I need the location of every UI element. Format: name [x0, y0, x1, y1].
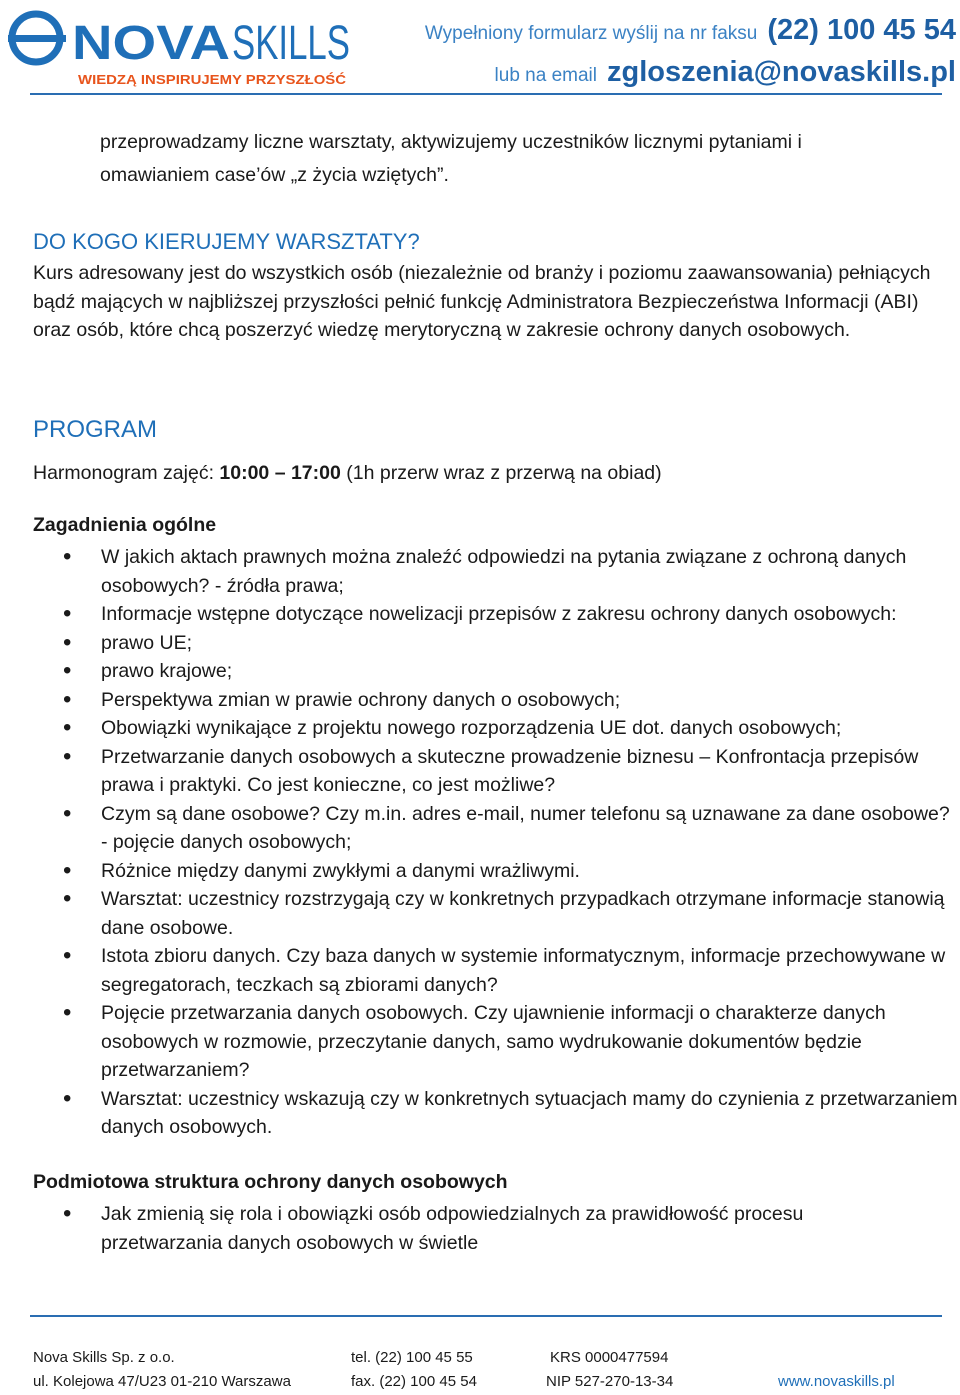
footer-tel: tel. (22) 100 45 55: [351, 1349, 473, 1366]
email-label: lub na email: [494, 65, 597, 86]
company-logo: [8, 10, 353, 88]
list-item: • Czym są dane osobowe? Czy m.in. adres e-mail, numer telefonu są uznawane za dane osobowe? - pojęcie danych osobowych;: [33, 800, 958, 857]
footer-website-link[interactable]: www.novaskills.pl: [778, 1373, 895, 1390]
list-item: • Warsztat: uczestnicy wskazują czy w konkretnych sytuacjach mamy do czynienia z przetwarzaniem danych osobowych.: [33, 1085, 958, 1142]
list-item: • Różnice między danymi zwykłymi a danymi wrażliwymi.: [33, 857, 958, 886]
email-contact: [495, 56, 956, 89]
footer-krs: KRS 0000477594: [550, 1349, 669, 1366]
intro-line-1: przeprowadzamy liczne warsztaty, aktywizujemy uczestników licznymi pytaniami i: [100, 131, 802, 153]
schedule-prefix: Harmonogram zajęć:: [33, 462, 220, 484]
fax-label: Wypełniony formularz wyślij na nr faksu: [424, 23, 758, 44]
email-link[interactable]: zgloszenia@novaskills.pl: [607, 56, 956, 88]
intro-text: [100, 128, 950, 189]
schedule-time: 10:00 – 17:00: [219, 462, 341, 484]
logo-tagline: WIEDZĄ INSPIRUJEMY PRZYSZŁOŚĆ: [78, 72, 347, 87]
general-heading: Zagadnienia ogólne: [33, 514, 217, 536]
footer-company: Nova Skills Sp. z o.o.: [33, 1349, 175, 1366]
list-item: • Obowiązki wynikające z projektu nowego rozporządzenia UE dot. danych osobowych;: [33, 714, 958, 743]
program-heading: PROGRAM: [33, 416, 158, 443]
fax-number: (22) 100 45 54: [767, 14, 956, 46]
general-topics-list: [33, 543, 958, 1142]
list-item: • W jakich aktach prawnych można znaleźć odpowiedzi na pytania związane z ochroną danych osobowych? - źródła prawa;: [33, 543, 958, 600]
footer-rule: [30, 1315, 942, 1317]
list-item: • Istota zbioru danych. Czy baza danych w systemie informatycznym, informacje przechowywane w segregatorach, teczkach są zbiorami danych?: [33, 942, 958, 999]
schedule-suffix: (1h przerw wraz z przerwą na obiad): [340, 462, 662, 484]
list-item: • Perspektywa zmian w prawie ochrony danych o osobowych;: [33, 686, 958, 715]
logo-brand-suffix: SKILLS: [232, 17, 350, 70]
footer-address: ul. Kolejowa 47/U23 01-210 Warszawa: [33, 1373, 291, 1390]
list-item: • Informacje wstępne dotyczące nowelizacji przepisów z zakresu ochrony danych osobowych:: [33, 600, 958, 629]
structure-heading: Podmiotowa struktura ochrony danych osobowych: [33, 1171, 508, 1193]
logo-brand-prefix: NOVA: [72, 17, 230, 70]
schedule-line: [33, 459, 938, 488]
list-item: • Warsztat: uczestnicy rozstrzygają czy w konkretnych przypadkach otrzymane informacje stanowią dane osobowe.: [33, 885, 958, 942]
list-item: • prawo UE;: [33, 629, 958, 658]
audience-heading: DO KOGO KIERUJEMY WARSZTATY?: [33, 229, 420, 254]
intro-line-2: omawianiem case’ów „z życia wziętych”.: [100, 163, 449, 186]
list-item: • Przetwarzanie danych osobowych a skuteczne prowadzenie biznesu – Konfrontacja przepisów prawa i praktyki. Co jest konieczne, co jest możliwe?: [33, 743, 958, 800]
list-item: • prawo krajowe;: [33, 657, 958, 686]
logo-graphic: [8, 10, 353, 88]
list-item: • Jak zmienią się rola i obowiązki osób odpowiedzialnych za prawidłowość procesu przetwarzania danych osobowych w świetle: [33, 1200, 893, 1257]
footer-fax: fax. (22) 100 45 54: [351, 1373, 477, 1390]
audience-text: Kurs adresowany jest do wszystkich osób (niezależnie od branży i poziomu zaawansowania) pełniących bądź mających w najbliższej przyszłości pełnić funkcję Administratora Bezpieczeństwa Informacji (ABI) oraz osób, które chcą poszerzyć wiedzę merytoryczną w zakresie ochrony danych osobowych.: [33, 262, 931, 341]
header-rule: [30, 93, 942, 95]
list-item: • Pojęcie przetwarzania danych osobowych. Czy ujawnienie informacji o charakterze danych osobowych w rozmowie, przeczytanie danych, samo wydrukowanie dokumentów będzie przetwarzaniem?: [33, 999, 958, 1085]
fax-contact: [425, 14, 956, 47]
structure-topics-list: [33, 1200, 893, 1257]
footer-nip: NIP 527-270-13-34: [546, 1373, 674, 1390]
